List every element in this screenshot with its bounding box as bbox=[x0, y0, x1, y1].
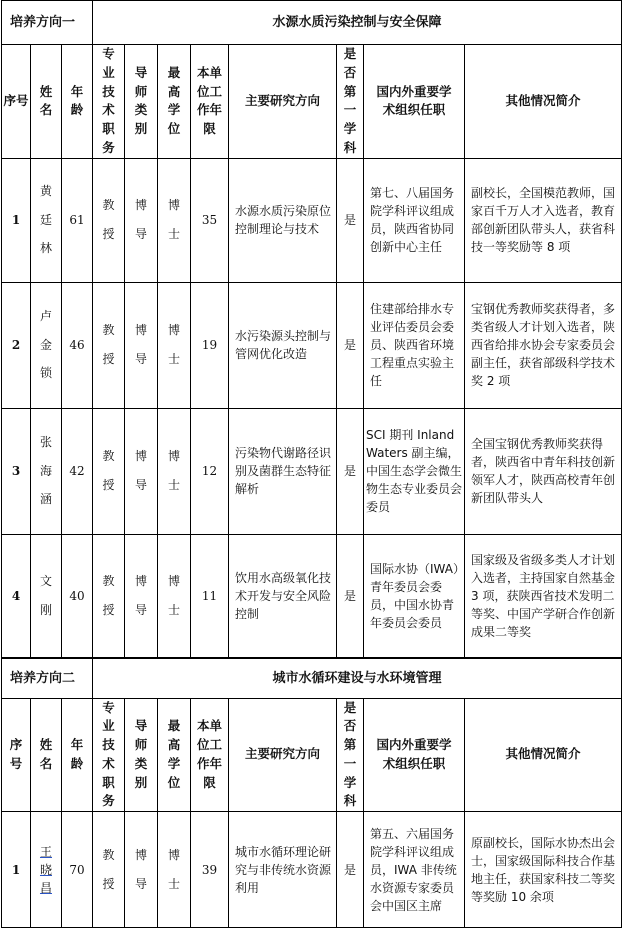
header-positions: 国内外重要学术组织任职 bbox=[364, 698, 465, 812]
header-title: 专业技术职务 bbox=[93, 45, 125, 159]
header-research: 主要研究方向 bbox=[229, 698, 337, 812]
row-first: 是 bbox=[337, 534, 364, 658]
row-positions: 第七、八届国务院学科评议组成员，陕西省协同创新中心主任 bbox=[364, 158, 465, 282]
header-first: 是否第一学科 bbox=[337, 45, 364, 159]
header-years: 本单位工作年限 bbox=[191, 698, 229, 812]
header-advisor: 导师类别 bbox=[125, 45, 158, 159]
row-degree: 博士 bbox=[158, 158, 191, 282]
row-index: 3 bbox=[2, 408, 31, 534]
row-research: 饮用水高级氧化技术开发与安全风险控制 bbox=[229, 534, 337, 658]
row-degree: 博士 bbox=[158, 812, 191, 928]
row-advisor: 博导 bbox=[125, 158, 158, 282]
row-years: 11 bbox=[191, 534, 229, 658]
section-title: 城市水循环建设与水环境管理 bbox=[93, 658, 622, 698]
row-other: 副校长，全国模范教师，国家百千万人才入选者，教育部创新团队带头人，获省科技一等奖励等 8 项 bbox=[465, 158, 622, 282]
row-advisor: 博导 bbox=[125, 282, 158, 408]
row-years: 12 bbox=[191, 408, 229, 534]
row-degree: 博士 bbox=[158, 282, 191, 408]
header-name: 姓名 bbox=[31, 45, 62, 159]
header-degree: 最高学位 bbox=[158, 698, 191, 812]
table-row bbox=[2, 282, 622, 408]
row-advisor: 博导 bbox=[125, 812, 158, 928]
row-other: 全国宝钢优秀教师奖获得者，陕西省中青年科技创新领军人才，陕西高校青年创新团队带头人 bbox=[465, 408, 622, 534]
row-title: 教授 bbox=[93, 812, 125, 928]
header-degree: 最高学位 bbox=[158, 45, 191, 159]
header-name: 姓名 bbox=[31, 698, 62, 812]
row-other: 宝钢优秀教师奖获得者，多类省级人才计划入选者，陕西省给排水协会专家委员会副主任，获省部级科学技术奖 2 项 bbox=[465, 282, 622, 408]
section-label: 培养方向二 bbox=[2, 658, 93, 698]
row-title: 教授 bbox=[93, 282, 125, 408]
row-positions: SCI 期刊 Inland Waters 副主编，中国生态学会微生物生态专业委员会委员 bbox=[364, 408, 465, 534]
row-index: 2 bbox=[2, 282, 31, 408]
row-first: 是 bbox=[337, 282, 364, 408]
row-title: 教授 bbox=[93, 408, 125, 534]
row-age: 70 bbox=[62, 812, 93, 928]
row-positions: 国际水协（IWA）青年委员会委员，中国水协青年委员会委员 bbox=[364, 534, 465, 658]
header-age: 年龄 bbox=[62, 698, 93, 812]
row-positions: 第五、六届国务院学科评议组成员，IWA 非传统水资源专家委员会中国区主席 bbox=[364, 812, 465, 928]
header-title: 专业技术职务 bbox=[93, 698, 125, 812]
row-title: 教授 bbox=[93, 158, 125, 282]
row-first: 是 bbox=[337, 158, 364, 282]
row-first: 是 bbox=[337, 812, 364, 928]
row-research: 水源水质污染原位控制理论与技术 bbox=[229, 158, 337, 282]
row-age: 61 bbox=[62, 158, 93, 282]
row-index: 1 bbox=[2, 812, 31, 928]
header-advisor: 导师类别 bbox=[125, 698, 158, 812]
column-header-row bbox=[2, 698, 622, 812]
row-positions: 住建部给排水专业评估委员会委员、陕西省环境工程重点实验主任 bbox=[364, 282, 465, 408]
header-first: 是否第一学科 bbox=[337, 698, 364, 812]
row-first: 是 bbox=[337, 408, 364, 534]
section-label: 培养方向一 bbox=[2, 1, 93, 45]
table-row bbox=[2, 158, 622, 282]
row-index: 4 bbox=[2, 534, 31, 658]
header-other: 其他情况简介 bbox=[465, 698, 622, 812]
header-index: 序号 bbox=[2, 45, 31, 159]
header-index: 序号 bbox=[2, 698, 31, 812]
row-title: 教授 bbox=[93, 534, 125, 658]
row-name: 卢金锁 bbox=[31, 282, 62, 408]
section-title: 水源水质污染控制与安全保障 bbox=[93, 1, 622, 45]
table-row bbox=[2, 812, 622, 928]
row-name: 黄廷林 bbox=[31, 158, 62, 282]
row-research: 污染物代谢路径识别及菌群生态特征解析 bbox=[229, 408, 337, 534]
row-age: 40 bbox=[62, 534, 93, 658]
faculty-table bbox=[1, 0, 622, 928]
table-row bbox=[2, 534, 622, 658]
header-other: 其他情况简介 bbox=[465, 45, 622, 159]
row-age: 42 bbox=[62, 408, 93, 534]
section-header-row bbox=[2, 658, 622, 698]
row-years: 39 bbox=[191, 812, 229, 928]
section-header-row bbox=[2, 1, 622, 45]
row-name: 王晓昌 bbox=[31, 812, 62, 928]
row-years: 19 bbox=[191, 282, 229, 408]
header-research: 主要研究方向 bbox=[229, 45, 337, 159]
row-name: 张海涵 bbox=[31, 408, 62, 534]
row-years: 35 bbox=[191, 158, 229, 282]
table-row bbox=[2, 408, 622, 534]
row-age: 46 bbox=[62, 282, 93, 408]
row-advisor: 博导 bbox=[125, 408, 158, 534]
row-research: 水污染源头控制与管网优化改造 bbox=[229, 282, 337, 408]
header-age: 年龄 bbox=[62, 45, 93, 159]
header-years: 本单位工作年限 bbox=[191, 45, 229, 159]
row-research: 城市水循环理论研究与非传统水资源利用 bbox=[229, 812, 337, 928]
row-other: 原副校长，国际水协杰出会士，国家级国际科技合作基地主任，获国家科技二等奖等奖励 10 余项 bbox=[465, 812, 622, 928]
row-name: 文刚 bbox=[31, 534, 62, 658]
row-index: 1 bbox=[2, 158, 31, 282]
column-header-row bbox=[2, 45, 622, 159]
row-other: 国家级及省级多类人才计划入选者，主持国家自然基金 3 项，获陕西省技术发明二等奖、中国产学研合作创新成果二等奖 bbox=[465, 534, 622, 658]
row-degree: 博士 bbox=[158, 408, 191, 534]
row-degree: 博士 bbox=[158, 534, 191, 658]
row-advisor: 博导 bbox=[125, 534, 158, 658]
header-positions: 国内外重要学术组织任职 bbox=[364, 45, 465, 159]
